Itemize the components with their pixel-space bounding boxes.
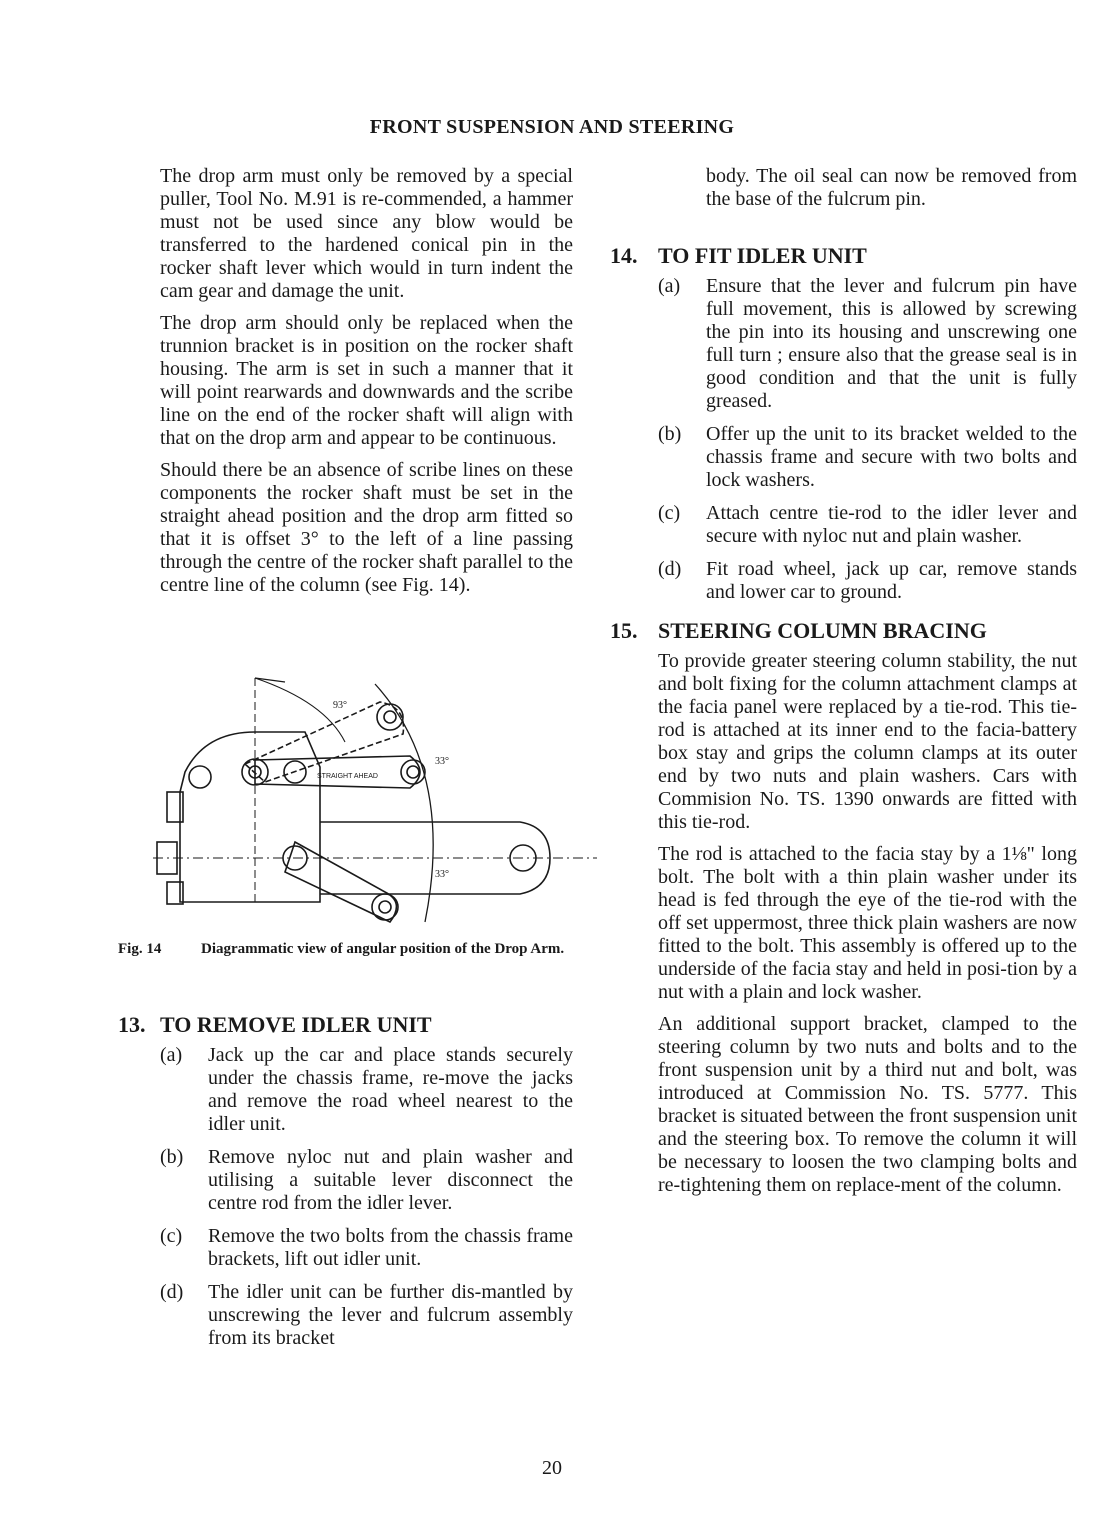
drop-arm-upper-position <box>245 702 404 782</box>
section-13-title: TO REMOVE IDLER UNIT <box>160 1012 432 1037</box>
angle-label-top: 93° <box>333 700 347 711</box>
item-text: Jack up the car and place stands securely under the chassis frame, re-move the jacks and remove the road wheel nearest to the idler unit. <box>208 1044 573 1135</box>
paragraph-drop-arm-removal: The drop arm must only be removed by a special puller, Tool No. M.91 is re-commended, a hammer must not be used since any blow would be transferred to the hardened conical pin in the rocker shaft lever which would in turn indent the cam gear and damage the unit. <box>160 165 573 302</box>
item-text: Offer up the unit to its bracket welded to the chassis frame and secure with two bolts and lock washers. <box>706 423 1077 491</box>
section-13-list <box>160 1044 573 1350</box>
list-item <box>658 502 1077 548</box>
list-item <box>160 1225 573 1271</box>
drop-arm-end-straight-inner <box>407 766 419 778</box>
section-14 <box>610 243 1077 604</box>
item-letter: (d) <box>658 558 682 580</box>
angle-label-bottom: 33° <box>435 869 449 880</box>
left-column <box>160 165 573 606</box>
list-item <box>658 423 1077 492</box>
section-15-title: STEERING COLUMN BRACING <box>658 618 987 643</box>
section-15 <box>610 618 1077 1197</box>
item-text: The idler unit can be further dis-mantled by unscrewing the lever and fulcrum assembly from its bracket <box>208 1281 573 1349</box>
diagram-svg <box>145 672 610 934</box>
item-letter: (c) <box>160 1225 183 1247</box>
paragraph-tie-rod: To provide greater steering column stability, the nut and bolt fixing for the column attachment clamps at the facia panel were replaced by a tie-rod. This tie-rod is attached at its inner end to the facia-battery box stay and grips the column clamps at its outer end by two nuts and plain washers. Cars with Commision No. TS. 1390 onwards are fitted with this tie-rod. <box>658 650 1077 833</box>
paragraph-support-bracket: An additional support bracket, clamped to the steering column by two nuts and bolts and to the front suspension unit by a third nut and bolt, was introduced at Commission No. TS. 5777. This bracket is situated between the front suspension unit and the steering box. To remove the column it will be necessary to loosen the two clamping bolts and re-tightening them on replace-ment of the column. <box>658 1013 1077 1196</box>
item-text: Attach centre tie-rod to the idler lever and secure with nyloc nut and plain washer. <box>706 502 1077 547</box>
section-14-title: TO FIT IDLER UNIT <box>658 243 867 268</box>
paragraph-scribe-lines: Should there be an absence of scribe lines on these components the rocker shaft must be set in the straight ahead position and the drop arm fitted so that it is offset 3° to the left of a line passing through the centre of the rocker shaft parallel to the centre line of the column (see Fig. 14). <box>160 459 573 596</box>
section-13-number: 13. <box>118 1012 146 1037</box>
section-15-number: 15. <box>610 618 638 643</box>
section-15-heading <box>610 618 1077 644</box>
straight-ahead-label: STRAIGHT AHEAD <box>317 773 378 780</box>
section-13 <box>118 1012 573 1360</box>
steering-box-housing <box>180 732 320 902</box>
item-letter: (a) <box>658 275 681 297</box>
page-header: FRONT SUSPENSION AND STEERING <box>369 116 735 138</box>
angle-label-right: 33° <box>435 756 449 767</box>
page-number: 20 <box>542 1457 562 1479</box>
list-item <box>160 1281 573 1350</box>
drop-arm-end-lower <box>372 894 398 920</box>
item-text: Remove nyloc nut and plain washer and utilising a suitable lever disconnect the centre rod from the idler lever. <box>208 1146 573 1214</box>
paragraph-drop-arm-replacement: The drop arm should only be replaced when the trunnion bracket is in position on the rocker shaft housing. The arm is set in such a manner that it will point rearwards and downwards and the scribe line on the end of the rocker shaft will align with that on the drop arm and appear to be continuous. <box>160 312 573 449</box>
figure-caption-label: Fig. 14 <box>118 941 162 957</box>
item-letter: (d) <box>160 1281 184 1303</box>
paragraph-continuation: body. The oil seal can now be removed from the base of the fulcrum pin. <box>706 165 1077 210</box>
item-text: Fit road wheel, jack up car, remove stands and lower car to ground. <box>706 558 1077 603</box>
figure-caption <box>118 940 610 959</box>
drop-arm-end-upper-inner <box>384 711 396 723</box>
paragraph-facia-stay: The rod is attached to the facia stay by a 1⅛" long bolt. The bolt with a thin plain washer under its head is fed through the eye of the tie-rod with the off set uppermost, three thick plain washers are now fitted to the bolt. This assembly is offered up to the underside of the facia stay and held in posi-tion by a nut with a plain and lock washer. <box>658 843 1077 1003</box>
item-letter: (b) <box>160 1146 184 1168</box>
item-letter: (a) <box>160 1044 183 1066</box>
section-14-heading <box>610 243 1077 269</box>
drop-arm-diagram <box>145 672 610 934</box>
angle-arc <box>375 684 433 922</box>
section-14-list <box>658 275 1077 604</box>
section-13-heading <box>118 1012 573 1038</box>
right-column <box>610 165 1077 1206</box>
item-text: Remove the two bolts from the chassis frame brackets, lift out idler unit. <box>208 1225 573 1270</box>
figure-caption-text: Diagrammatic view of angular position of the Drop Arm. <box>201 941 565 957</box>
drop-arm-straight-ahead <box>255 756 420 788</box>
item-letter: (c) <box>658 502 681 524</box>
list-item <box>160 1146 573 1215</box>
drop-arm-end-lower-inner <box>379 901 391 913</box>
item-letter: (b) <box>658 423 682 445</box>
housing-stud-left <box>189 766 211 788</box>
section-14-number: 14. <box>610 243 638 268</box>
item-text: Ensure that the lever and fulcrum pin have full movement, this is allowed by screwing the pin into its housing and unscrewing one full turn ; ensure also that the grease seal is in good condition and that the unit is fully greased. <box>706 275 1077 412</box>
list-item <box>658 275 1077 413</box>
list-item <box>658 558 1077 604</box>
list-item <box>160 1044 573 1136</box>
